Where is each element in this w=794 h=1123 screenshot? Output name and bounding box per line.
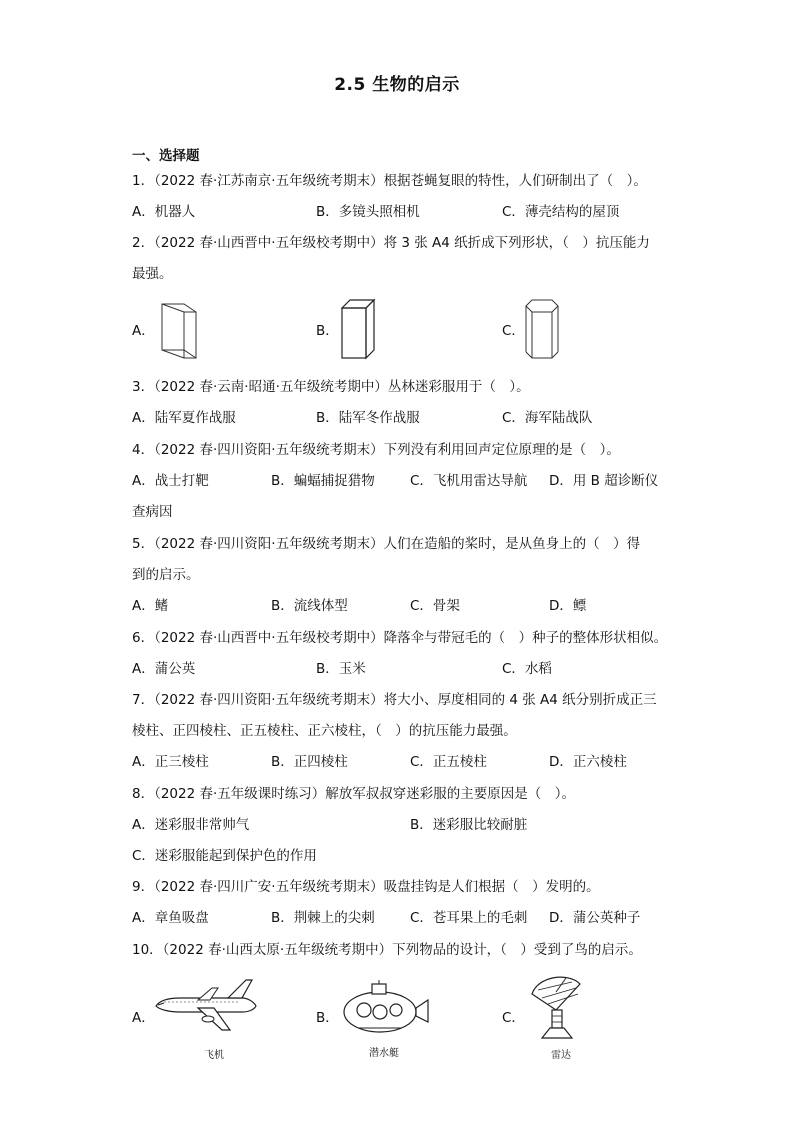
question-7-option-c: C．正五棱柱	[410, 754, 487, 770]
question-4-option-b: B．蝙蝠捕捉猎物	[271, 473, 375, 489]
question-7-stem-line2: 棱柱、正四棱柱、正五棱柱、正六棱柱，（ ）的抗压能力最强。	[132, 723, 517, 739]
question-6-option-a: A．蒲公英	[132, 661, 196, 677]
airplane-icon	[150, 978, 262, 1036]
question-1-option-a: A．机器人	[132, 204, 196, 220]
question-8-option-b: B．迷彩服比较耐脏	[410, 817, 528, 833]
question-4-option-d: D．用 B 超诊断仪	[549, 473, 659, 489]
hexagonal-prism-figure	[522, 298, 562, 362]
question-6-option-b: B．玉米	[316, 661, 366, 677]
question-4-option-c: C．飞机用雷达导航	[410, 473, 528, 489]
question-3-stem: 3．（2022 春·云南·昭通·五年级统考期中）丛林迷彩服用于（ ）。	[132, 379, 530, 395]
question-2-stem-line2: 最强。	[132, 266, 173, 282]
question-9-option-d: D．蒲公英种子	[549, 910, 641, 926]
question-4-stem: 4．（2022 春·四川资阳·五年级统考期末）下列没有利用回声定位原理的是（ ）。	[132, 442, 620, 458]
question-5-stem-line2: 到的启示。	[132, 567, 200, 583]
question-2-option-b: B．	[316, 323, 339, 339]
question-10-option-b: B．	[316, 1010, 339, 1026]
section-heading: 一、选择题	[132, 148, 200, 164]
question-7-option-a: A．正三棱柱	[132, 754, 209, 770]
question-2-stem-line1: 2．（2022 春·山西晋中·五年级校考期中）将 3 张 A4 纸折成下列形状，（ ）抗压能力	[132, 235, 650, 251]
question-10-stem: 10．（2022 春·山西太原·五年级统考期中）下列物品的设计，（ ）受到了鸟的启示。	[132, 942, 642, 958]
question-5-option-c: C．骨架	[410, 598, 460, 614]
question-7-option-b: B．正四棱柱	[271, 754, 348, 770]
question-10-option-c: C．	[502, 1010, 525, 1026]
question-8-stem: 8．（2022 春·五年级课时练习）解放军叔叔穿迷彩服的主要原因是（ ）。	[132, 786, 576, 802]
question-9-stem: 9．（2022 春·四川广安·五年级统考期末）吸盘挂钩是人们根据（ ）发明的。	[132, 879, 600, 895]
question-9-option-b: B．荆棘上的尖刺	[271, 910, 375, 926]
submarine-caption: 潜水艇	[369, 1048, 399, 1059]
square-prism-figure	[338, 298, 378, 362]
question-5-stem-line1: 5．（2022 春·四川资阳·五年级统考期末）人们在造船的桨时，是从鱼身上的（ ）得	[132, 536, 641, 552]
question-1-option-c: C．薄壳结构的屋顶	[502, 204, 620, 220]
radar-icon	[528, 972, 586, 1042]
question-5-option-a: A．鳍	[132, 598, 169, 614]
question-8-option-c: C．迷彩服能起到保护色的作用	[132, 848, 317, 864]
question-8-option-a: A．迷彩服非常帅气	[132, 817, 250, 833]
question-3-option-b: B．陆军冬作战服	[316, 410, 420, 426]
question-9-option-c: C．苍耳果上的毛刺	[410, 910, 528, 926]
question-4-option-d-continued: 查病因	[132, 504, 173, 520]
airplane-caption: 飞机	[204, 1050, 224, 1061]
triangular-prism-figure	[158, 300, 200, 362]
question-6-stem: 6．（2022 春·山西晋中·五年级校考期中）降落伞与带冠毛的（ ）种子的整体形状相似。	[132, 630, 668, 646]
question-5-option-d: D．鳔	[549, 598, 587, 614]
question-2-option-a: A．	[132, 323, 155, 339]
question-3-option-c: C．海军陆战队	[502, 410, 593, 426]
question-1-option-b: B．多镜头照相机	[316, 204, 420, 220]
question-10-option-a: A．	[132, 1010, 155, 1026]
question-4-option-a: A．战士打靶	[132, 473, 209, 489]
question-3-option-a: A．陆军夏作战服	[132, 410, 236, 426]
question-7-option-d: D．正六棱柱	[549, 754, 627, 770]
question-2-option-c: C．	[502, 323, 525, 339]
submarine-icon	[338, 978, 434, 1038]
question-7-stem-line1: 7．（2022 春·四川资阳·五年级统考期末）将大小、厚度相同的 4 张 A4 纸分别折成正三	[132, 692, 657, 708]
question-5-option-b: B．流线体型	[271, 598, 348, 614]
question-9-option-a: A．章鱼吸盘	[132, 910, 209, 926]
page-title: 2.5 生物的启示	[334, 75, 460, 95]
question-1-stem: 1．（2022 春·江苏南京·五年级统考期末）根据苍蝇复眼的特性，人们研制出了（ ）。	[132, 173, 647, 189]
question-6-option-c: C．水稻	[502, 661, 552, 677]
radar-caption: 雷达	[551, 1050, 571, 1061]
